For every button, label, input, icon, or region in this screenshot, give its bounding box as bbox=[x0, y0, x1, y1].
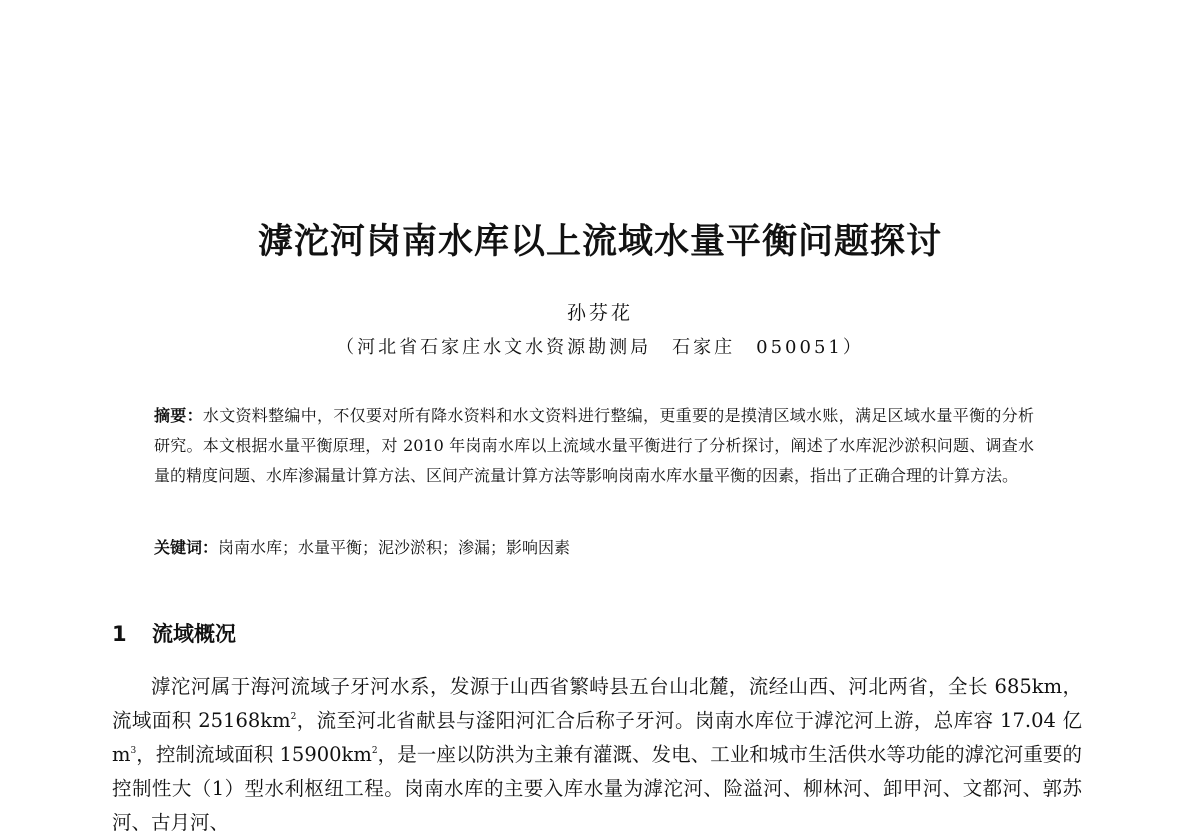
author-affiliation: （河北省石家庄水文水资源勘测局 石家庄 050051） bbox=[336, 337, 864, 358]
abstract bbox=[154, 401, 1034, 491]
abstract-text: 水文资料整编中，不仅要对所有降水资料和水文资料进行整编，更重要的是摸清区域水账，满足区域水量平衡的分析研究。本文根据水量平衡原理，对 2010 年岗南水库以上流域水量平衡进行了分析探讨，阐述了水库泥沙淤积问题、调查水量的精度问题、水库渗漏量计算方法、区间产流量计算方法等影响岗南水库水量平衡的因素，指出了正确合理的计算方法。 bbox=[154, 406, 1034, 485]
section-title: 流域概况 bbox=[152, 622, 236, 646]
keywords-label: 关键词： bbox=[154, 538, 219, 557]
section-heading bbox=[112, 618, 236, 648]
superscript-1: 2 bbox=[290, 712, 297, 722]
section-number: 1 bbox=[112, 622, 127, 646]
paper-title: 滹沱河岗南水库以上流域水量平衡问题探讨 bbox=[257, 222, 942, 262]
body-text-part-4: ，是一座以防洪为主兼有灌溉、发电、工业和城市生活供水等功能的滹沱河重要的控制性大（1）型水利枢纽工程。岗南水库的主要入库水量为滹沱河、险溢河、柳林河、卸甲河、文都河、郭苏河、古月河、 bbox=[112, 743, 1082, 834]
author-name: 孙芬花 bbox=[566, 302, 633, 324]
body-text-part-1: 滹沱河属于海河流域子牙河水系，发源于山西省繁峙县五台山北麓，流经山西、河北两省，全长 685km，流域面积 25168km bbox=[112, 675, 1082, 732]
body-text-part-3: ，控制流域面积 15900km bbox=[136, 743, 372, 766]
superscript-2: 3 bbox=[130, 746, 137, 756]
keywords-text: 岗南水库；水量平衡；泥沙淤积；渗漏；影响因素 bbox=[218, 538, 571, 557]
superscript-3: 2 bbox=[371, 746, 378, 756]
section-body bbox=[112, 670, 1082, 840]
body-text-part-2: ，流至河北省献县与滏阳河汇合后称子牙河。岗南水库位于滹沱河上游，总库容 17.04 亿 m bbox=[112, 709, 1082, 766]
abstract-label: 摘要： bbox=[154, 406, 203, 425]
body-paragraph bbox=[112, 670, 1082, 840]
keywords bbox=[154, 533, 1034, 563]
